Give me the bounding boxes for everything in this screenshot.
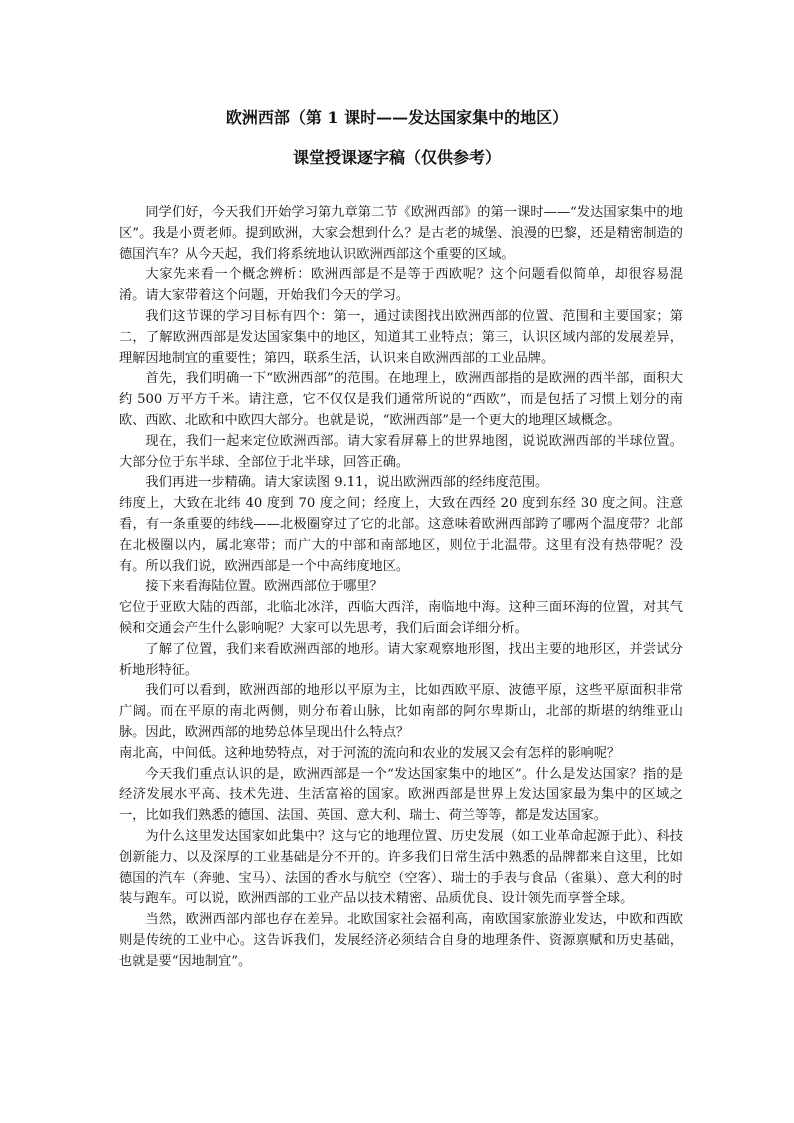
paragraph: 我们可以看到，欧洲西部的地形以平原为主，比如西欧平原、波德平原，这些平原面积非常广阔。而在平原的南北两侧，则分布着山脉，比如南部的阿尔卑斯山，北部的斯堪的纳维亚山脉。因此，欧洲西部的地势总体呈现出什么特点？ (119, 683, 683, 740)
paragraph: 当然，欧洲西部内部也存在差异。北欧国家社会福利高，南欧国家旅游业发达，中欧和西欧则是传统的工业中心。这告诉我们，发展经济必须结合自身的地理条件、资源禀赋和历史基础，也就是要“因地制宜”。 (119, 912, 683, 969)
document-body (119, 203, 683, 972)
document-subtitle: 课堂授课逐字稿（仅供参考） (292, 148, 501, 167)
paragraph: 南北高，中间低。这种地势特点，对于河流的流向和农业的发展又会有怎样的影响呢？ (119, 745, 621, 761)
document-title: 欧洲西部（第 1 课时——发达国家集中的地区） (225, 108, 569, 127)
paragraph: 首先，我们明确一下“欧洲西部”的范围。在地理上，欧洲西部指的是欧洲的西半部，面积大约 500 万平方千米。请注意，它不仅仅是我们通常所说的“西欧”，而是包括了习惯上划分的南欧、西欧、北欧和中欧四大部分。也就是说，“欧洲西部”是一个更大的地理区域概念。 (119, 371, 683, 428)
paragraph: 大家先来看一个概念辨析：欧洲西部是不是等于西欧呢？这个问题看似简单，却很容易混淆。请大家带着这个问题，开始我们今天的学习。 (119, 267, 683, 304)
paragraph: 纬度上，大致在北纬 40 度到 70 度之间；经度上，大致在西经 20 度到东经 30 度之间。注意看，有一条重要的纬线——北极圈穿过了它的北部。这意味着欧洲西部跨了哪两个温度带？北部在北极圈以内，属北寒带；而广大的中部和南部地区，则位于北温带。这里有没有热带呢？没有。所以我们说，欧洲西部是一个中高纬度地区。 (119, 496, 683, 574)
paragraph: 同学们好，今天我们开始学习第九章第二节《欧洲西部》的第一课时——“发达国家集中的地区”。我是小贾老师。提到欧洲，大家会想到什么？是古老的城堡、浪漫的巴黎，还是精密制造的德国汽车？从今天起，我们将系统地认识欧洲西部这个重要的区域。 (119, 205, 683, 262)
paragraph: 接下来看海陆位置。欧洲西部位于哪里？ (145, 579, 383, 595)
paragraph: 现在，我们一起来定位欧洲西部。请大家看屏幕上的世界地图，说说欧洲西部的半球位置。大部分位于东半球、全部位于北半球，回答正确。 (119, 433, 683, 470)
paragraph: 我们再进一步精确。请大家读图 9.11，说出欧洲西部的经纬度范围。 (145, 475, 549, 491)
paragraph: 了解了位置，我们来看欧洲西部的地形。请大家观察地形图，找出主要的地形区，并尝试分析地形特征。 (119, 641, 683, 678)
paragraph: 为什么这里发达国家如此集中？这与它的地理位置、历史发展（如工业革命起源于此）、科技创新能力、以及深厚的工业基础是分不开的。许多我们日常生活中熟悉的品牌都来自这里，比如德国的汽车（奔驰、宝马）、法国的香水与航空（空客）、瑞士的手表与食品（雀巢）、意大利的时装与跑车。可以说，欧洲西部的工业产品以技术精密、品质优良、设计领先而享誉全球。 (119, 828, 683, 907)
paragraph: 我们这节课的学习目标有四个：第一，通过读图找出欧洲西部的位置、范围和主要国家；第二，了解欧洲西部是发达国家集中的地区，知道其工业特点；第三，认识区域内部的发展差异，理解因地制宜的重要性；第四，联系生活，认识来自欧洲西部的工业品牌。 (119, 308, 683, 366)
paragraph: 今天我们重点认识的是，欧洲西部是一个“发达国家集中的地区”。什么是发达国家？指的是经济发展水平高、技术先进、生活富裕的国家。欧洲西部是世界上发达国家最为集中的区域之一，比如我们熟悉的德国、法国、英国、意大利、瑞士、荷兰等等，都是发达国家。 (119, 766, 683, 824)
paragraph: 它位于亚欧大陆的西部，北临北冰洋，西临大西洋，南临地中海。这种三面环海的位置，对其气候和交通会产生什么影响呢？大家可以先思考，我们后面会详细分析。 (119, 600, 683, 636)
